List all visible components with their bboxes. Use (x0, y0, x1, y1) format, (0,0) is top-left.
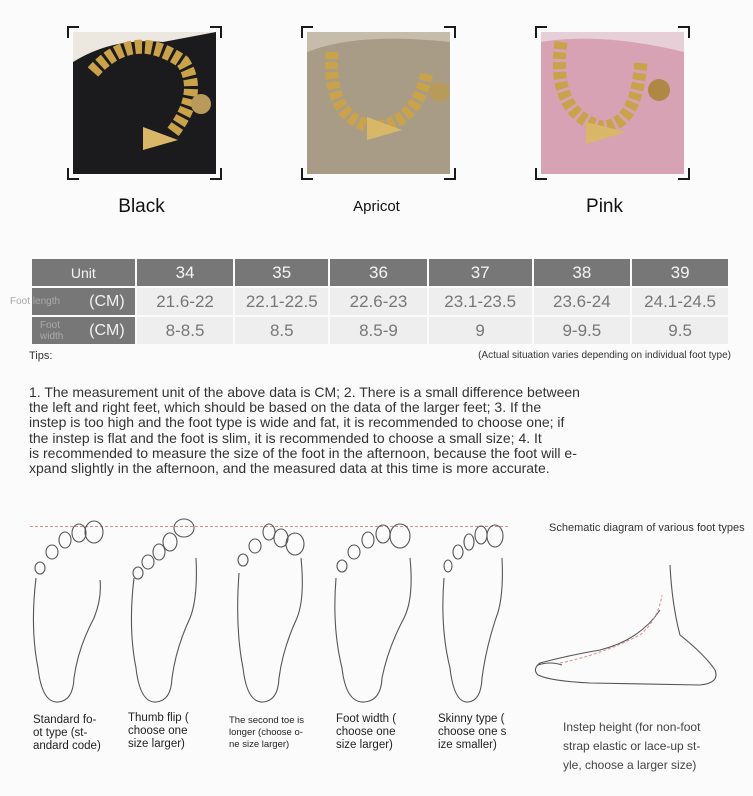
table-cell: 22.6-23 (330, 288, 427, 315)
row-unit: (CM) (89, 292, 125, 310)
table-cell: 24.1-24.5 (632, 288, 728, 315)
row-unit: (CM) (89, 321, 125, 339)
schematic-title: Schematic diagram of various foot types (549, 522, 745, 534)
table-cell: 23.6-24 (534, 288, 631, 315)
schematic-caption: Instep height (for non-foot strap elastic or lace-up st- yle, choose a larger size) (563, 720, 701, 772)
shoe-image-black (73, 32, 216, 174)
foot-type-caption: Skinny type ( choose one s ize smaller) (438, 713, 507, 751)
table-cell: 8.5-9 (330, 317, 427, 344)
notes-line: the left and right feet, which should be based on the data of the larger feet; 3. If the (29, 399, 542, 416)
foot-type-caption: Foot width ( choose one size larger) (336, 713, 397, 751)
notes-line: 1. The measurement unit of the above data is CM; 2. There is a small difference between (29, 384, 580, 400)
foot-type-caption: The second toe is longer (choose o- ne size larger) (229, 715, 304, 750)
row-name: Foot length (10, 296, 61, 307)
table-cell: 22.1-22.5 (235, 288, 328, 315)
size-header-cell: 37 (429, 259, 532, 286)
color-label: Pink (586, 196, 623, 217)
notes-line: the instep is flat and the foot is slim, it is recommended to choose a small size; 4. It (29, 429, 542, 446)
tips-note: (Actual situation varies depending on individual foot type) (478, 350, 731, 361)
size-header-cell: 36 (330, 259, 427, 286)
table-cell: 9 (429, 317, 532, 344)
notes-line: is recommended to measure the size of the foot in the afternoon, because the foot will e- (29, 444, 577, 461)
foot-outline-thumb-flip (128, 518, 208, 708)
table-cell: 23.1-23.5 (429, 288, 532, 315)
foot-type-caption: Standard fo- ot type (st- andard code) (33, 714, 101, 752)
table-cell: 9-9.5 (534, 317, 631, 344)
row-label (32, 317, 135, 344)
color-label: Apricot (353, 198, 400, 215)
row-name: Foot width (40, 320, 64, 342)
foot-width-row (32, 317, 728, 344)
shoe-image-pink (541, 32, 684, 174)
table-cell: 8-8.5 (137, 317, 234, 344)
size-header-row (32, 259, 728, 286)
size-header-cell: 35 (235, 259, 328, 286)
size-header-cell: 38 (534, 259, 631, 286)
table-cell: 21.6-22 (137, 288, 234, 315)
foot-type-caption: Thumb flip ( choose one size larger) (128, 712, 189, 750)
unit-header: Unit (32, 259, 135, 286)
size-chart-table (10, 257, 730, 346)
table-cell: 9.5 (632, 317, 728, 344)
foot-outline-long-second-toe (235, 518, 315, 708)
notes-line: instep is too high and the foot type is wide and fat, it is recommended to choose one; if (29, 414, 565, 431)
table-cell: 8.5 (235, 317, 328, 344)
measurement-notes (29, 385, 609, 476)
foot-outline-wide (334, 518, 414, 708)
foot-outline-standard (28, 518, 108, 708)
notes-line: xpand slightly in the afternoon, and the measured data at this time is more accurate. (29, 460, 550, 477)
size-header-cell: 39 (632, 259, 728, 286)
row-label (10, 288, 135, 315)
color-label: Black (118, 196, 165, 217)
side-foot-diagram (530, 565, 740, 695)
foot-outline-skinny (438, 518, 518, 708)
size-header-cell: 34 (137, 259, 234, 286)
color-swatch-pink[interactable] (535, 26, 690, 180)
color-swatch-black[interactable] (67, 26, 222, 180)
foot-length-row (32, 288, 728, 315)
color-swatch-apricot[interactable] (301, 26, 456, 180)
tips-label: Tips: (29, 350, 53, 362)
shoe-image-apricot (307, 32, 450, 174)
